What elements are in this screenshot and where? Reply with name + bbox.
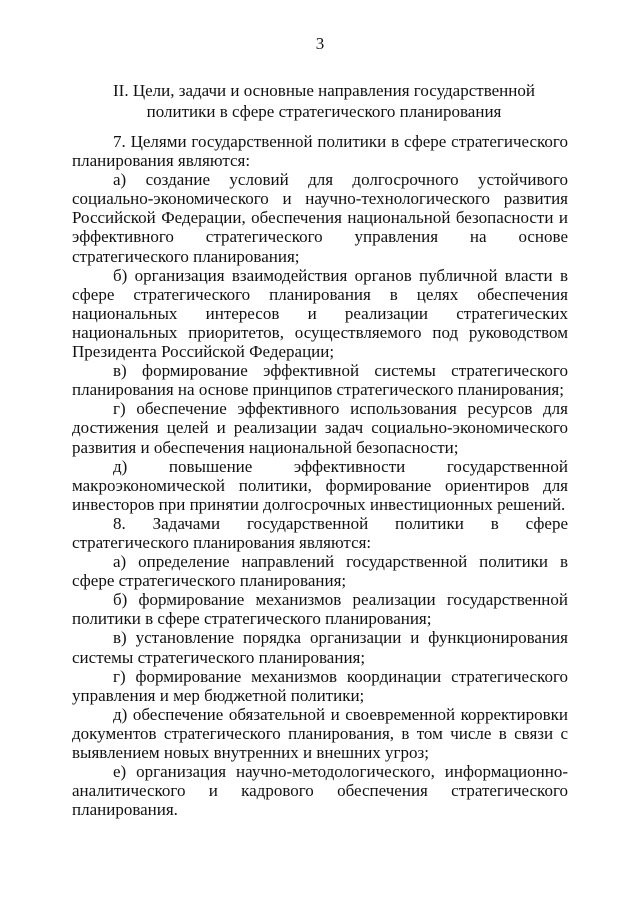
paragraph-8-item-a: а) определение направлений государственной политики в сфере стратегического планирования; (72, 552, 568, 591)
page-number: 3 (315, 34, 325, 53)
paragraph-8-item-e: е) организация научно-методологического, информационно-аналитического и кадрового обеспечения стратегического планирования. (72, 762, 568, 820)
document-body (72, 132, 568, 819)
section-title-line-2: политики в сфере стратегического планирования (146, 102, 502, 121)
paragraph-7-item-b: б) организация взаимодействия органов публичной власти в сфере стратегического планирования в целях обеспечения национальных интересов и реализации стратегических национальных приоритетов, осуществляемого под руководством Президента Российской Федерации; (72, 265, 568, 362)
paragraph-7-goals-intro: 7. Целями государственной политики в сфере стратегического планирования являются: (72, 132, 568, 171)
section-title-line-1: II. Цели, задачи и основные направления государственной (113, 81, 535, 100)
paragraph-8-item-v: в) установление порядка организации и функционирования системы стратегического планирования; (72, 628, 568, 667)
paragraph-7-item-g: г) обеспечение эффективного использования ресурсов для достижения целей и реализации задач социально-экономического развития и обеспечения национальной безопасности; (72, 399, 568, 457)
paragraph-7-item-d: д) повышение эффективности государственной макроэкономической политики, формирование ориентиров для инвесторов при принятии долгосрочных инвестиционных решений. (72, 456, 568, 514)
paragraph-8-tasks-intro: 8. Задачами государственной политики в сфере стратегического планирования являются: (72, 513, 568, 552)
paragraph-8-item-b: б) формирование механизмов реализации государственной политики в сфере стратегического планирования; (72, 590, 568, 629)
section-title (72, 80, 576, 122)
paragraph-8-item-d: д) обеспечение обязательной и своевременной корректировки документов стратегического планирования, в том числе в связи с выявлением новых внутренних и внешних угроз; (72, 704, 568, 762)
paragraph-8-item-g: г) формирование механизмов координации стратегического управления и мер бюджетной политики; (72, 666, 568, 705)
paragraph-7-item-a: а) создание условий для долгосрочного устойчивого социально-экономического и научно-технологического развития Российской Федерации, обеспечения национальной безопасности и эффективного стратегического управления на основе стратегического планирования; (72, 170, 568, 266)
paragraph-7-item-v: в) формирование эффективной системы стратегического планирования на основе принципов стратегического планирования; (72, 361, 568, 400)
